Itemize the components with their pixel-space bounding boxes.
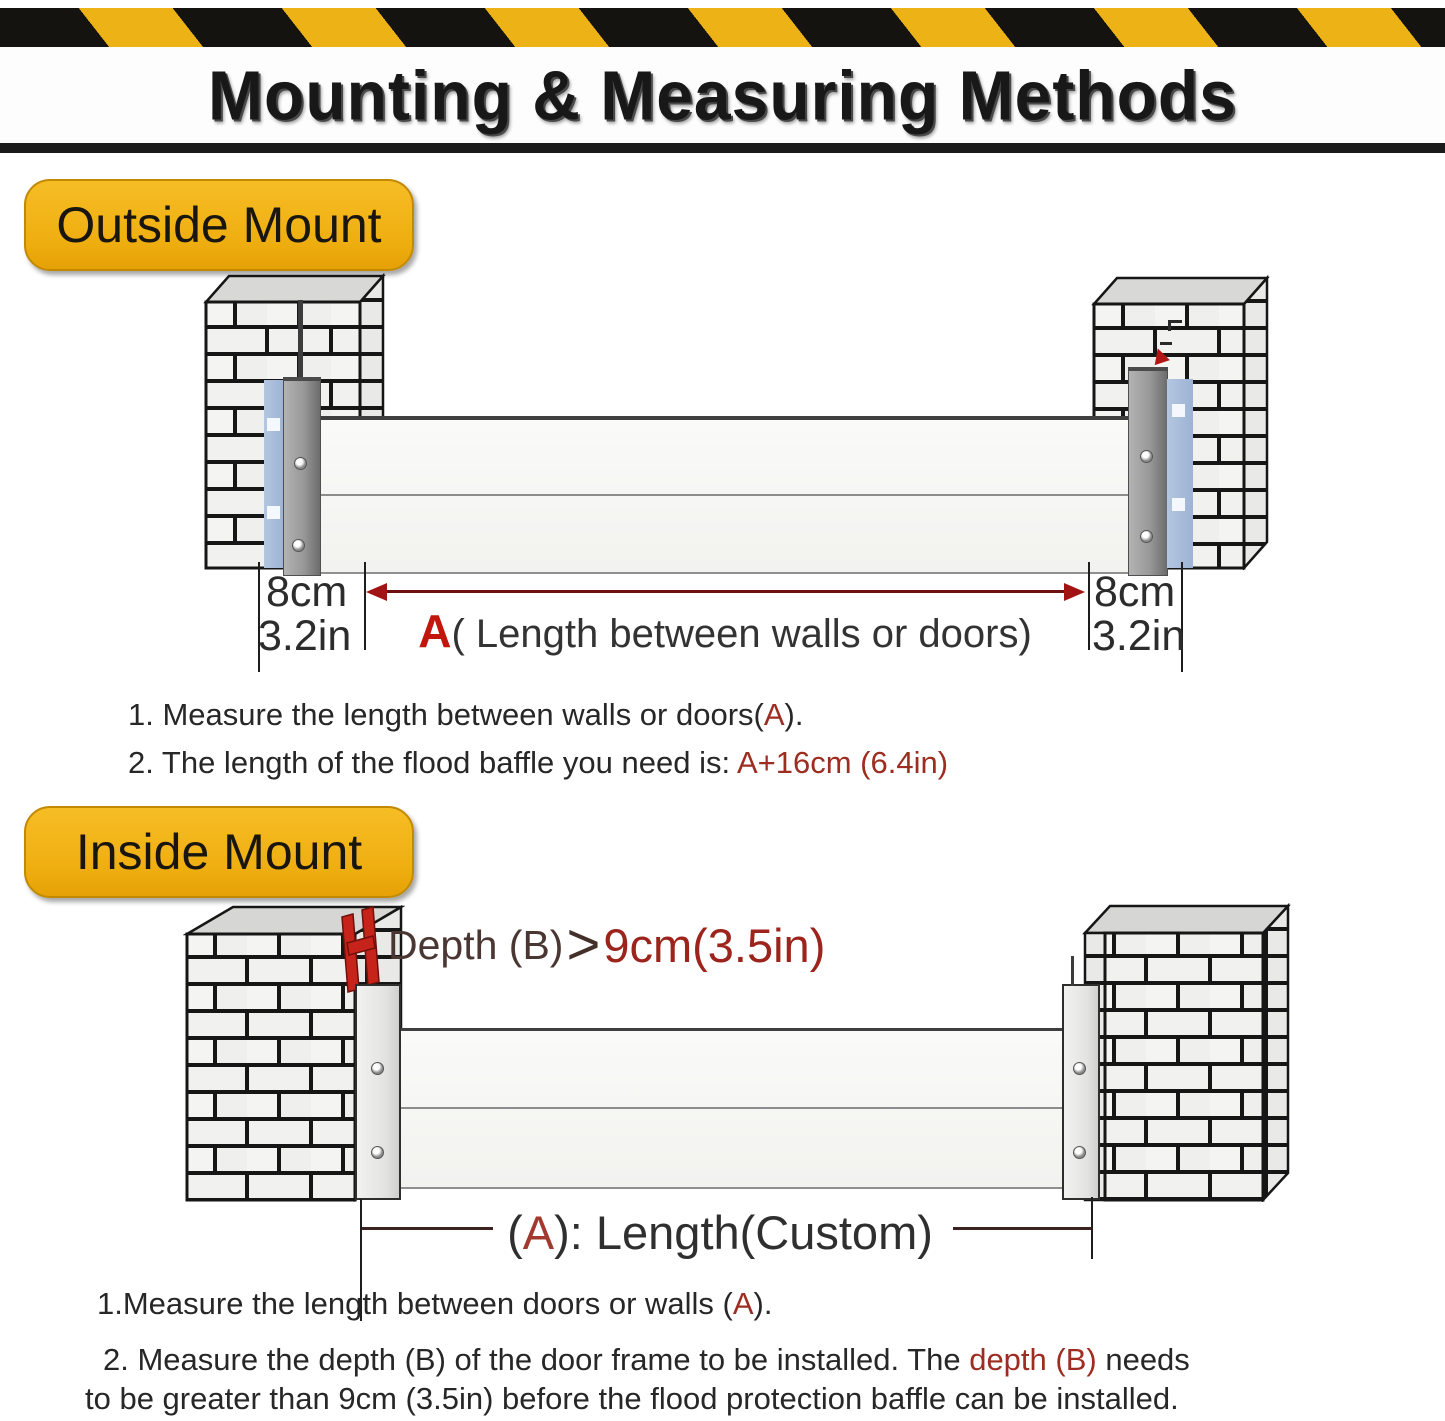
seal-dot (267, 418, 280, 431)
arrowhead-right (1064, 583, 1085, 601)
instr-red: A (763, 697, 785, 732)
dimension-arrow-line (382, 590, 1068, 593)
span-dimension-label (395, 604, 1055, 658)
instr-red: A (732, 1286, 754, 1321)
seal-dot (1172, 498, 1185, 511)
greater-than-sign: > (566, 912, 601, 978)
anchor-rod-right (1071, 956, 1074, 986)
page-title: Mounting & Measuring Methods (208, 55, 1237, 135)
instr-text: to be greater than 9cm (3.5in) before the flood protection baffle can be installed. (85, 1381, 1179, 1416)
instr-text: ). (753, 1286, 773, 1321)
instr-text: ). (784, 697, 804, 732)
mounting-bracket-outside-right (1128, 367, 1168, 576)
offset-label-left-in: 3.2in (258, 612, 352, 660)
anchor-rod-left (298, 300, 303, 382)
instruction-line-1 (128, 697, 803, 733)
arrowhead-left (366, 583, 387, 601)
flood-baffle-inside (399, 1028, 1063, 1189)
screw-hole (1140, 530, 1153, 543)
instr-text: 1. Measure the length between walls or doors( (128, 697, 764, 732)
instruction-line-1 (97, 1286, 772, 1322)
dim-line-right (953, 1227, 1092, 1230)
corner-mark (1168, 320, 1171, 331)
outside-mount-badge-label: Outside Mount (56, 197, 382, 253)
dim-tick (1088, 562, 1090, 650)
len-letter-A: A (522, 1206, 555, 1259)
seal-dot (1172, 404, 1185, 417)
len-label-pre: ( (507, 1206, 523, 1259)
len-label-post: ): Length(Custom) (554, 1206, 933, 1259)
offset-label-right-cm: 8cm (1094, 568, 1176, 616)
instruction-line-3 (85, 1381, 1179, 1417)
instr-text: 2. The length of the flood baffle you need is: (128, 745, 737, 780)
depth-dimension-label (388, 912, 826, 978)
dim-tick (364, 562, 366, 650)
screw-hole (294, 457, 307, 470)
baffle-panel-seam (318, 494, 1132, 496)
instr-text: 2. Measure the depth (B) of the door frame to be installed. The (103, 1342, 970, 1377)
instruction-line-2 (103, 1342, 1190, 1378)
mounting-bracket-inside-left (355, 984, 401, 1200)
instr-text: needs (1096, 1342, 1190, 1377)
screw-hole (1140, 450, 1153, 463)
hazard-stripe (0, 8, 1445, 47)
screw-hole (292, 539, 305, 552)
screw-hole (371, 1062, 384, 1075)
brick-pillar-inside-right (1082, 902, 1292, 1202)
seal-strip-left (264, 380, 284, 568)
baffle-panel-seam (399, 1107, 1063, 1109)
screw-hole (1073, 1062, 1086, 1075)
mounting-bracket-inside-right (1062, 984, 1100, 1200)
dim-letter-A: A (418, 605, 452, 657)
screw-hole (371, 1146, 384, 1159)
banner-divider (0, 143, 1445, 153)
instr-red: depth (B) (969, 1342, 1097, 1377)
inside-mount-badge (24, 806, 414, 898)
screw-hole (1073, 1146, 1086, 1159)
length-dimension-label (500, 1205, 940, 1260)
instruction-line-2 (128, 745, 948, 781)
instr-red: A+16cm (6.4in) (736, 745, 949, 780)
title-band (0, 47, 1445, 143)
dim-line-left (362, 1227, 493, 1230)
dim-label-text: ( Length between walls or doors) (451, 612, 1032, 656)
offset-label-left-cm: 8cm (266, 568, 348, 616)
outside-mount-badge (24, 179, 414, 271)
inside-mount-badge-label: Inside Mount (75, 824, 363, 880)
depth-label-text: Depth (B) (388, 922, 564, 968)
flood-baffle-outside (318, 416, 1132, 574)
corner-mark (1160, 342, 1172, 345)
instr-text: 1.Measure the length between doors or walls ( (97, 1286, 733, 1321)
depth-label-value: 9cm(3.5in) (603, 919, 826, 972)
offset-label-right-in: 3.2in (1092, 612, 1186, 660)
seal-dot (267, 506, 280, 519)
